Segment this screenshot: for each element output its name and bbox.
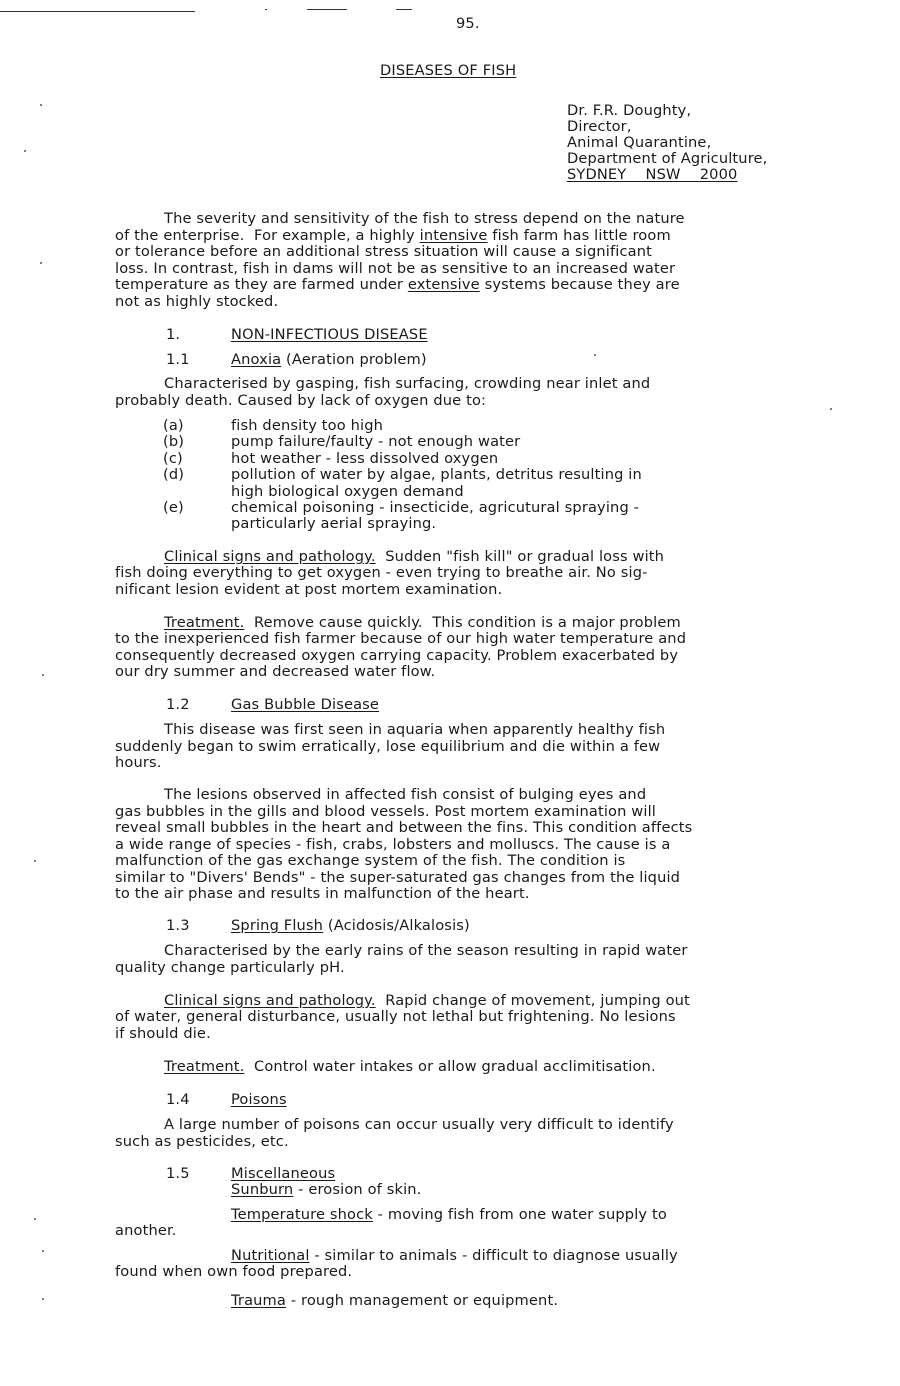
scan-speck <box>40 104 42 106</box>
cause-text: pollution of water by algae, plants, detritus resulting in <box>231 466 642 484</box>
clinical-line <box>164 549 664 565</box>
misc-temperature-cont: another. <box>115 1222 177 1239</box>
author-unit: Animal Quarantine, <box>567 134 712 151</box>
anoxia-intro-2: probably death. Caused by lack of oxygen due to: <box>115 392 487 409</box>
misc-text: - moving fish from one water supply to <box>372 1206 667 1223</box>
subsection-subtitle: (Acidosis/Alkalosis) <box>323 917 470 934</box>
cause-label: (b) <box>163 433 185 451</box>
author-role: Director, <box>567 118 632 135</box>
cause-label: (e) <box>163 499 184 516</box>
gas-bubble-line: a wide range of species - fish, crabs, lobsters and molluscs. The cause is a <box>115 835 671 853</box>
text-run: Remove cause quickly. This condition is a major problem <box>244 614 681 631</box>
gas-bubble-line: gas bubbles in the gills and blood vessels. Post mortem examination will <box>115 802 657 820</box>
gas-bubble-line: hours. <box>115 754 162 771</box>
treatment-heading: Treatment. <box>164 1058 245 1075</box>
gas-bubble-line: The lesions observed in affected fish consist of bulging eyes and <box>164 786 647 803</box>
clinical-heading: Clinical signs and pathology. <box>164 548 376 565</box>
treatment-heading: Treatment. <box>164 614 245 631</box>
page-number: 95. <box>456 15 480 32</box>
text-run: of the enterprise. For example, a highly <box>115 227 420 244</box>
scan-mark <box>307 9 347 10</box>
misc-nutritional <box>231 1248 678 1264</box>
text-run: fish farm has little room <box>487 227 671 244</box>
subsection-title: Anoxia <box>231 351 282 368</box>
scan-speck <box>594 354 596 356</box>
intro-line: not as highly stocked. <box>115 293 279 310</box>
scan-rule <box>0 11 195 12</box>
clinical-line: of water, general disturbance, usually not lethal but frightening. No lesions <box>115 1008 676 1026</box>
intro-line: or tolerance before an additional stress situation will cause a significant <box>115 243 652 260</box>
subsection-heading <box>231 352 427 368</box>
subsection-number: 1.2 <box>166 696 190 713</box>
intro-line: loss. In contrast, fish in dams will not be as sensitive to an increased water <box>115 260 676 277</box>
emphasis-word: extensive <box>407 276 480 293</box>
subsection-number: 1.4 <box>166 1091 190 1108</box>
scan-speck <box>42 674 44 676</box>
scan-speck <box>34 1218 36 1220</box>
subsection-number: 1.3 <box>166 917 190 934</box>
clinical-heading: Clinical signs and pathology. <box>164 992 376 1009</box>
clinical-line: nificant lesion evident at post mortem examination. <box>115 580 503 598</box>
subsection-subtitle: (Aeration problem) <box>281 351 427 368</box>
treatment-line <box>164 615 681 631</box>
cause-text: hot weather - less dissolved oxygen <box>231 449 499 467</box>
gas-bubble-line: This disease was first seen in aquaria when apparently healthy fish <box>164 721 666 738</box>
author-name: Dr. F.R. Doughty, <box>567 102 692 119</box>
misc-text: - erosion of skin. <box>293 1181 422 1198</box>
text-run: systems because they are <box>479 276 680 293</box>
misc-heading: Trauma <box>231 1292 287 1309</box>
misc-heading: Nutritional <box>231 1247 310 1264</box>
cause-label: (d) <box>163 466 185 484</box>
intro-line <box>115 228 671 244</box>
misc-nutritional-cont: found when own food prepared. <box>115 1263 353 1280</box>
misc-text: - similar to animals - difficult to diagnose usually <box>309 1247 678 1264</box>
spring-flush-treatment <box>164 1059 656 1075</box>
scan-speck <box>42 1250 44 1252</box>
treatment-text: Control water intakes or allow gradual acclimitisation. <box>244 1058 656 1075</box>
subsection-heading <box>231 918 470 934</box>
subsection-title: Miscellaneous <box>231 1165 336 1182</box>
gas-bubble-line: similar to "Divers' Bends" - the super-saturated gas changes from the liquid <box>115 868 681 886</box>
gas-bubble-line: malfunction of the gas exchange system of the fish. The condition is <box>115 852 626 869</box>
cause-label: (c) <box>163 449 183 467</box>
spring-flush-intro-2: quality change particularly pH. <box>115 959 345 976</box>
clinical-line: fish doing everything to get oxygen - even trying to breathe air. No sig- <box>115 564 648 582</box>
scan-speck <box>830 408 832 410</box>
treatment-line: consequently decreased oxygen carrying capacity. Problem exacerbated by <box>115 646 679 664</box>
misc-heading: Sunburn <box>231 1181 294 1198</box>
poisons-text-1: A large number of poisons can occur usually very difficult to identify <box>164 1116 674 1133</box>
author-department: Department of Agriculture, <box>567 150 768 167</box>
cause-text: chemical poisoning - insecticide, agricutural spraying - <box>231 499 640 516</box>
intro-line <box>115 277 680 293</box>
anoxia-intro-1: Characterised by gasping, fish surfacing, crowding near inlet and <box>164 375 651 392</box>
gas-bubble-line: suddenly began to swim erratically, lose equilibrium and die within a few <box>115 737 661 755</box>
poisons-text-2: such as pesticides, etc. <box>115 1133 289 1150</box>
page-title: DISEASES OF FISH <box>380 62 517 79</box>
misc-trauma <box>231 1293 558 1309</box>
subsection-title: Spring Flush <box>231 917 324 934</box>
text-run: Sudden "fish kill" or gradual loss with <box>375 548 665 565</box>
scan-speck <box>40 262 42 264</box>
cause-text: fish density too high <box>231 417 384 434</box>
scan-speck <box>42 1298 44 1300</box>
subsection-title: Gas Bubble Disease <box>231 696 380 713</box>
cause-text: high biological oxygen demand <box>231 482 464 500</box>
scan-speck <box>34 860 36 862</box>
cause-text: particularly aerial spraying. <box>231 515 437 533</box>
clinical-line: if should die. <box>115 1024 211 1042</box>
treatment-line: our dry summer and decreased water flow. <box>115 663 436 681</box>
author-address: SYDNEY NSW 2000 <box>567 166 738 183</box>
treatment-line: to the inexperienced fish farmer because of our high water temperature and <box>115 630 687 648</box>
subsection-number: 1.1 <box>166 351 190 368</box>
misc-temperature <box>231 1207 667 1223</box>
misc-text: - rough management or equipment. <box>286 1292 559 1309</box>
scan-mark <box>265 9 267 10</box>
cause-label: (a) <box>163 417 184 434</box>
subsection-number: 1.5 <box>166 1165 190 1182</box>
text-run: temperature as they are farmed under <box>115 276 408 293</box>
scan-mark <box>396 9 412 10</box>
section-number: 1. <box>166 326 181 343</box>
misc-sunburn <box>231 1182 422 1198</box>
section-title: NON-INFECTIOUS DISEASE <box>231 326 428 343</box>
spring-flush-intro-1: Characterised by the early rains of the season resulting in rapid water <box>164 942 688 959</box>
intro-line: The severity and sensitivity of the fish to stress depend on the nature <box>164 210 685 227</box>
misc-heading: Temperature shock <box>231 1206 373 1223</box>
clinical-line <box>164 993 690 1009</box>
gas-bubble-line: reveal small bubbles in the heart and between the fins. This condition affects <box>115 819 693 836</box>
emphasis-word: intensive <box>419 227 488 244</box>
gas-bubble-line: to the air phase and results in malfunction of the heart. <box>115 885 530 902</box>
cause-text: pump failure/faulty - not enough water <box>231 433 521 451</box>
scan-speck <box>24 150 26 152</box>
text-run: Rapid change of movement, jumping out <box>375 992 690 1009</box>
subsection-title: Poisons <box>231 1091 287 1108</box>
